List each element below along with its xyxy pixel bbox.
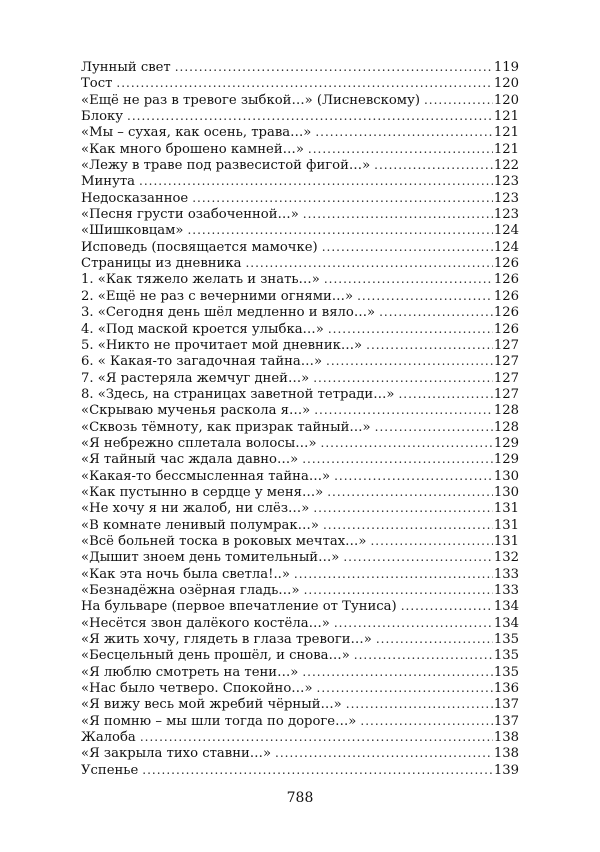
toc-entry-title: «Как эта ночь была светла!..» [81, 566, 290, 582]
toc-entry-page: 123 [493, 174, 519, 190]
toc-entry-title: «Песня грусти озабоченной…» [81, 207, 299, 223]
toc-entry-title: 7. «Я растеряла жемчуг дней…» [81, 370, 310, 386]
dot-leader [116, 75, 492, 91]
toc-entry [81, 745, 519, 761]
toc-entry [81, 517, 519, 533]
toc-entry-page: 138 [493, 746, 519, 762]
dot-leader [346, 696, 493, 712]
toc-entry [81, 353, 519, 369]
toc-entry [81, 582, 519, 598]
dot-leader [366, 337, 493, 353]
toc-entry-title: Тост [81, 76, 113, 92]
toc-entry-page: 122 [493, 158, 519, 174]
toc-entry [81, 566, 519, 582]
toc-entry-page: 123 [493, 190, 519, 206]
toc-entry [81, 386, 519, 402]
toc-entry [81, 598, 519, 614]
toc-entry [81, 108, 519, 124]
toc-entry [81, 141, 519, 157]
dot-leader [343, 549, 492, 565]
toc-entry-title: «Дышит зноем день томительный…» [81, 550, 340, 566]
dot-leader [275, 745, 493, 761]
toc-entry-page: 134 [493, 599, 519, 615]
dot-leader [302, 664, 492, 680]
toc-entry [81, 222, 519, 238]
dot-leader [139, 173, 493, 189]
toc-entry [81, 729, 519, 745]
toc-entry-title: 5. «Никто не прочитает мой дневник…» [81, 337, 363, 353]
toc-entry-title: Минута [81, 174, 135, 190]
toc-entry [81, 680, 519, 696]
toc-entry-title: 1. «Как тяжело желать и знать…» [81, 272, 320, 288]
toc-entry-title: На бульваре (первое впечатление от Туниса) [81, 599, 397, 615]
toc-entry-page: 121 [493, 125, 519, 141]
toc-entry-page: 128 [493, 403, 519, 419]
toc-entry [81, 500, 519, 516]
toc-entry-page: 121 [493, 109, 519, 125]
toc-entry [81, 206, 519, 222]
toc-entry-title: «Мы – сухая, как осень, трава…» [81, 125, 312, 141]
dot-leader [327, 484, 493, 500]
toc-entry-page: 131 [493, 533, 519, 549]
toc-entry-title: Недосказанное [81, 190, 189, 206]
toc-entry-page: 126 [493, 256, 519, 272]
toc-entry-page: 119 [493, 60, 519, 75]
toc-entry-title: «Я помню – мы шли тогда по дороге…» [81, 713, 357, 729]
dot-leader [313, 500, 493, 516]
dot-leader [187, 222, 492, 238]
toc-entry [81, 124, 519, 140]
toc-entry-title: «Ещё не раз в тревоге зыбкой…» (Лисневскому) [81, 92, 420, 108]
toc-entry-page: 131 [493, 517, 519, 533]
toc-entry-page: 135 [493, 664, 519, 680]
dot-leader [315, 124, 492, 140]
toc-entry-page: 124 [493, 223, 519, 239]
dot-leader [127, 108, 493, 124]
dot-leader [326, 353, 493, 369]
toc-entry-title: «Я жить хочу, глядеть в глаза тревоги…» [81, 632, 372, 648]
toc-entry-page: 120 [493, 92, 519, 108]
toc-entry [81, 533, 519, 549]
dot-leader [424, 92, 493, 108]
toc-entry-page: 138 [493, 730, 519, 746]
dot-leader [379, 304, 493, 320]
toc-entry-title: «Какая-то бессмысленная тайна…» [81, 468, 331, 484]
toc-entry [81, 92, 519, 108]
toc-entry [81, 370, 519, 386]
toc-entry-page: 126 [493, 272, 519, 288]
toc-entry-title: «Нас было четверо. Спокойно…» [81, 681, 313, 697]
toc-entry [81, 631, 519, 647]
table-of-contents [81, 59, 519, 778]
toc-entry-title: «Безнадёжна озёрная гладь…» [81, 583, 300, 598]
toc-entry [81, 157, 519, 173]
toc-entry [81, 255, 519, 271]
toc-entry [81, 762, 519, 778]
toc-entry-title: «Всё больней тоска в роковых мечтах…» [81, 533, 367, 549]
toc-entry-page: 127 [493, 386, 519, 402]
toc-entry [81, 696, 519, 712]
toc-entry-page: 132 [493, 550, 519, 566]
toc-entry-page: 127 [493, 370, 519, 386]
dot-leader [308, 141, 493, 157]
dot-leader [370, 533, 492, 549]
toc-entry-page: 137 [493, 713, 519, 729]
toc-entry-page: 130 [493, 468, 519, 484]
toc-entry-title: «Не хочу я ни жалоб, ни слёз…» [81, 501, 310, 517]
dot-leader [323, 517, 493, 533]
dot-leader [360, 713, 492, 729]
toc-entry [81, 419, 519, 435]
toc-entry-page: 136 [493, 681, 519, 697]
toc-entry-title: «Как много брошено камней…» [81, 141, 304, 157]
toc-entry [81, 435, 519, 451]
toc-entry-title: Успенье [81, 762, 139, 778]
toc-entry-title: «Бесцельный день прошёл, и снова…» [81, 648, 350, 664]
toc-entry-page: 127 [493, 354, 519, 370]
toc-entry-page: 127 [493, 337, 519, 353]
toc-entry-title: «Я вижу весь мой жребий чёрный…» [81, 697, 342, 713]
toc-entry [81, 304, 519, 320]
toc-entry-title: «Шишковцам» [81, 223, 184, 239]
toc-entry-page: 126 [493, 288, 519, 304]
dot-leader [354, 647, 493, 663]
toc-entry [81, 271, 519, 287]
dot-leader [401, 598, 493, 614]
dot-leader [321, 435, 493, 451]
dot-leader [304, 582, 493, 598]
dot-leader [334, 468, 493, 484]
toc-entry-page: 135 [493, 648, 519, 664]
toc-entry [81, 59, 519, 75]
toc-entry-title: 2. «Ещё не раз с вечерними огнями…» [81, 288, 354, 304]
toc-entry-title: «Я люблю смотреть на тени…» [81, 664, 299, 680]
toc-entry [81, 75, 519, 91]
dot-leader [313, 370, 493, 386]
toc-entry-title: «В комнате ленивый полумрак…» [81, 517, 319, 533]
dot-leader [328, 321, 493, 337]
dot-leader [192, 190, 493, 206]
toc-entry [81, 484, 519, 500]
dot-leader [374, 157, 493, 173]
toc-entry [81, 468, 519, 484]
dot-leader [324, 271, 493, 287]
toc-entry-title: Лунный свет [81, 60, 171, 75]
toc-entry-page: 137 [493, 697, 519, 713]
dot-leader [317, 680, 493, 696]
page-number: 788 [286, 790, 314, 806]
toc-entry [81, 402, 519, 418]
toc-entry-title: «Скрываю мученья раскола я…» [81, 403, 311, 419]
toc-entry-page: 128 [493, 419, 519, 435]
dot-leader [334, 615, 493, 631]
toc-entry [81, 190, 519, 206]
toc-entry-title: 3. «Сегодня день шёл медленно и вяло…» [81, 305, 376, 321]
dot-leader [142, 762, 493, 778]
toc-entry-title: «Я тайный час ждала давно…» [81, 452, 299, 468]
dot-leader [357, 288, 493, 304]
toc-entry-page: 120 [493, 76, 519, 92]
toc-entry [81, 647, 519, 663]
toc-entry-title: Блоку [81, 109, 124, 125]
toc-entry-page: 134 [493, 615, 519, 631]
toc-entry [81, 713, 519, 729]
toc-entry [81, 615, 519, 631]
dot-leader [140, 729, 493, 745]
dot-leader [245, 255, 492, 271]
toc-entry [81, 239, 519, 255]
toc-entry-page: 133 [493, 583, 519, 598]
toc-entry-title: «Сквозь тёмноту, как призрак тайный…» [81, 419, 371, 435]
toc-entry-title: «Я закрыла тихо ставни…» [81, 746, 272, 762]
toc-entry [81, 173, 519, 189]
dot-leader [303, 206, 493, 222]
toc-entry-page: 126 [493, 305, 519, 321]
dot-leader [375, 419, 493, 435]
toc-entry-title: «Я небрежно сплетала волосы…» [81, 435, 317, 451]
toc-entry-title: «Лежу в траве под развесистой фигой…» [81, 158, 371, 174]
dot-leader [314, 402, 493, 418]
dot-leader [398, 386, 492, 402]
toc-entry-page: 139 [493, 762, 519, 778]
toc-entry-page: 135 [493, 632, 519, 648]
dot-leader [294, 566, 493, 582]
toc-entry-page: 123 [493, 207, 519, 223]
toc-entry-page: 131 [493, 501, 519, 517]
toc-entry-title: 8. «Здесь, на страницах заветной тетради…» [81, 386, 395, 402]
toc-entry [81, 288, 519, 304]
toc-entry [81, 321, 519, 337]
dot-leader [322, 239, 493, 255]
toc-entry-page: 133 [493, 566, 519, 582]
toc-entry-page: 126 [493, 321, 519, 337]
toc-entry-page: 124 [493, 239, 519, 255]
toc-entry [81, 549, 519, 565]
toc-entry-title: 4. «Под маской кроется улыбка…» [81, 321, 324, 337]
toc-entry-title: Жалоба [81, 730, 136, 746]
toc-entry-title: 6. « Какая-то загадочная тайна…» [81, 354, 323, 370]
toc-entry-title: «Несётся звон далёкого костёла…» [81, 615, 330, 631]
toc-entry-title: Страницы из дневника [81, 256, 242, 272]
toc-entry [81, 664, 519, 680]
dot-leader [175, 59, 493, 75]
toc-entry-page: 121 [493, 141, 519, 157]
dot-leader [302, 451, 493, 467]
toc-entry-title: Исповедь (посвящается мамочке) [81, 239, 318, 255]
toc-entry-page: 129 [493, 452, 519, 468]
toc-entry [81, 337, 519, 353]
toc-entry-title: «Как пустынно в сердце у меня…» [81, 484, 324, 500]
toc-entry-page: 130 [493, 484, 519, 500]
toc-entry [81, 451, 519, 467]
toc-entry-page: 129 [493, 435, 519, 451]
dot-leader [376, 631, 493, 647]
